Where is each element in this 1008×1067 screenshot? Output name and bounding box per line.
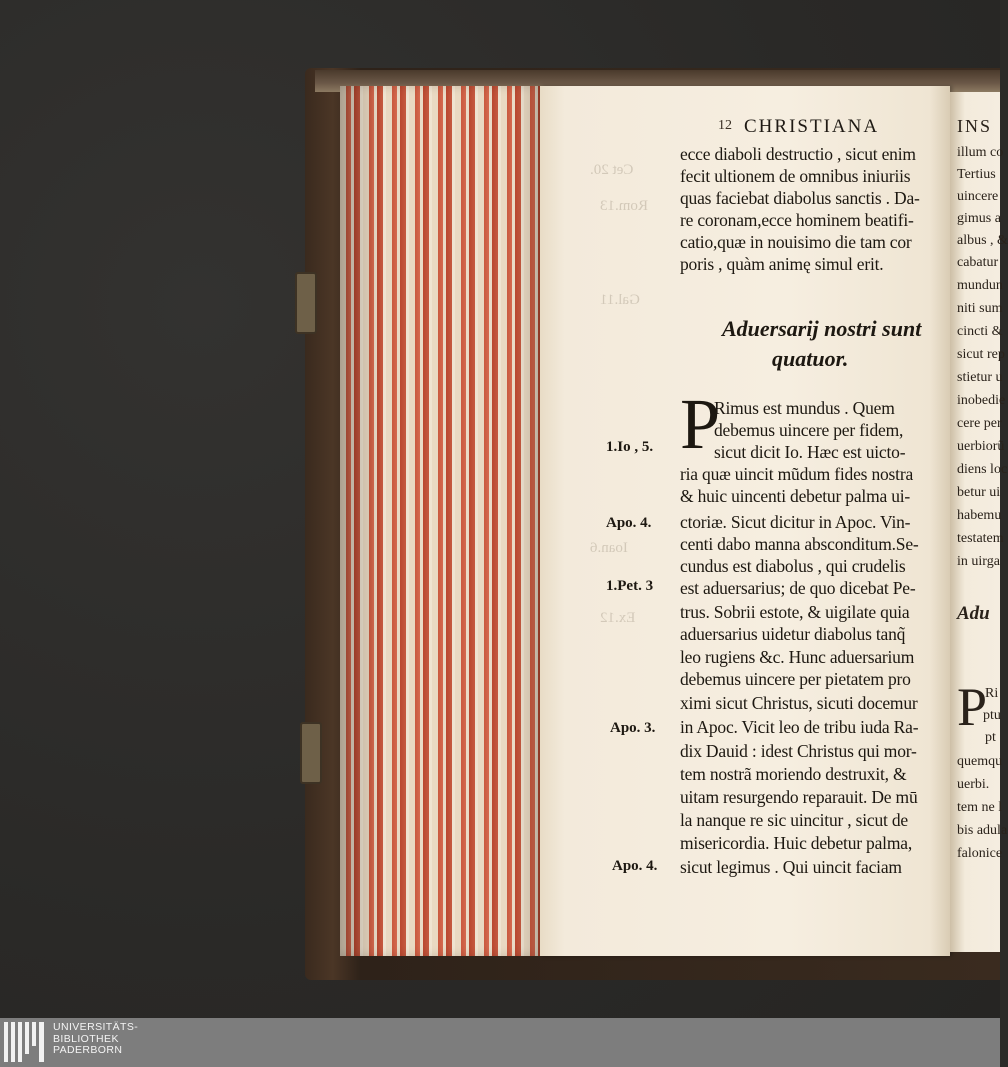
- text-line: Rimus est mundus . Quem: [714, 398, 895, 418]
- library-footer: [0, 1018, 1000, 1067]
- text-line: leo rugiens &c. Hunc aduersarium: [680, 647, 915, 667]
- text-line: uitam resurgendo reparauit. De mū: [680, 787, 918, 807]
- right-text-line: pt: [985, 730, 996, 745]
- text-line: debemus uincere per pietatem pro: [680, 669, 911, 689]
- text-line: la nanque re sic uincitur , sicut de: [680, 810, 908, 830]
- margin-reference: 1.Pet. 3: [606, 578, 654, 594]
- clasp-upper: [295, 272, 317, 334]
- text-line: trus. Sobrii estote, & uigilate quia: [680, 602, 910, 622]
- text-line: re coronam,ecce hominem beatifi-: [680, 210, 914, 230]
- right-text-line: falonice: [957, 846, 1003, 861]
- library-name: [53, 1022, 138, 1057]
- right-text-line: cabatur: [957, 255, 999, 270]
- show-through-text: Ex.12: [600, 610, 636, 626]
- text-line: centi dabo manna absconditum.Se-: [680, 534, 919, 554]
- right-text-line: betur ui: [957, 485, 1001, 500]
- library-name-line3: PADERBORN: [53, 1044, 123, 1056]
- text-line: aduersarius uidetur diabolus tanq̃: [680, 624, 906, 644]
- right-text-line: illum co: [957, 145, 1004, 160]
- library-logo-icon: [4, 1022, 48, 1062]
- right-text-line: ptu: [983, 708, 1001, 723]
- text-line: sicut dicit Io. Hæc est uicto-: [714, 442, 906, 462]
- right-text-line: testatem: [957, 531, 1004, 546]
- show-through-text: Cet 20.: [590, 162, 634, 178]
- right-text-line: albus , &: [957, 233, 1008, 248]
- running-title: CHRISTIANA: [744, 116, 880, 137]
- right-text-line: sicut rep: [957, 347, 1005, 362]
- section-heading-cont: quatuor.: [772, 346, 849, 371]
- right-text-line: uerbiorũ: [957, 439, 1005, 454]
- right-text-line: uerbi.: [957, 777, 990, 792]
- right-text-line: bis adula: [957, 823, 1008, 838]
- right-text-line: tem ne l: [957, 800, 1003, 815]
- right-text-line: niti sum: [957, 301, 1003, 316]
- clasp-lower: [300, 722, 322, 784]
- right-text-line: in uirga: [957, 554, 1000, 569]
- text-line: fecit ultionem de omnibus iniuriis: [680, 166, 911, 186]
- right-text-line: Ri: [985, 686, 999, 701]
- text-line: cundus est diabolus , qui crudelis: [680, 556, 906, 576]
- right-text-line: habemu: [957, 508, 1002, 523]
- right-heading: Adu: [957, 603, 990, 624]
- right-text-line: cincti &: [957, 324, 1003, 339]
- text-line: quas faciebat diabolus sanctis . Da-: [680, 188, 920, 208]
- text-line: ximi sicut Christus, sicuti docemur: [680, 693, 918, 713]
- margin-reference: Apo. 3.: [610, 720, 656, 736]
- show-through-text: Gal.11: [600, 292, 640, 308]
- right-running-title: INS: [957, 116, 993, 136]
- text-line: ria quæ uincit mũdum fides nostra: [680, 464, 914, 484]
- text-line: est aduersarius; de quo dicebat Pe-: [680, 578, 916, 598]
- right-text-line: quemqu: [957, 754, 1003, 769]
- right-text-line: cere per: [957, 416, 1002, 431]
- text-line: debemus uincere per fidem,: [714, 420, 904, 440]
- text-line: ecce diaboli destructio , sicut enim: [680, 144, 916, 164]
- text-line: dix Dauid : idest Christus qui mor-: [680, 741, 917, 761]
- right-text-line: uincere: [957, 189, 999, 204]
- right-text-line: Tertius: [957, 167, 996, 182]
- text-line: & huic uincenti debetur palma ui-: [680, 486, 911, 506]
- right-text-line: diens loc: [957, 462, 1008, 477]
- show-through-text: Ioan.6: [590, 540, 628, 556]
- margin-reference: Apo. 4.: [612, 858, 658, 874]
- text-line: ctoriæ. Sicut dicitur in Apoc. Vin-: [680, 512, 911, 532]
- library-name-line1: UNIVERSITÄTS-: [53, 1021, 139, 1033]
- text-line: poris , quàm animę simul erit.: [680, 254, 884, 274]
- drop-cap: P: [680, 384, 721, 464]
- right-text-line: stietur u: [957, 370, 1003, 385]
- text-line: catio,quæ in nouisimo die tam cor: [680, 232, 912, 252]
- right-drop-cap: P: [957, 677, 988, 737]
- text-line: tem nostrã moriendo destruxit, &: [680, 764, 907, 784]
- right-text-line: gimus a: [957, 211, 1001, 226]
- section-heading: Aduersarij nostri sunt: [722, 316, 922, 341]
- margin-reference: 1.Io , 5.: [606, 439, 654, 455]
- right-text-line: mundun: [957, 278, 1003, 293]
- right-text-line: inobedie: [957, 393, 1006, 408]
- text-line: misericordia. Huic debetur palma,: [680, 833, 912, 853]
- page-edge-shadow: [340, 86, 545, 956]
- text-line: in Apoc. Vicit leo de tribu iuda Ra-: [680, 717, 919, 737]
- show-through-text: Rom.13: [600, 198, 648, 214]
- text-line: sicut legimus . Qui uincit faciam: [680, 857, 902, 877]
- page-number: 12: [718, 118, 732, 133]
- library-name-line2: BIBLIOTHEK: [53, 1032, 119, 1045]
- margin-reference: Apo. 4.: [606, 515, 652, 531]
